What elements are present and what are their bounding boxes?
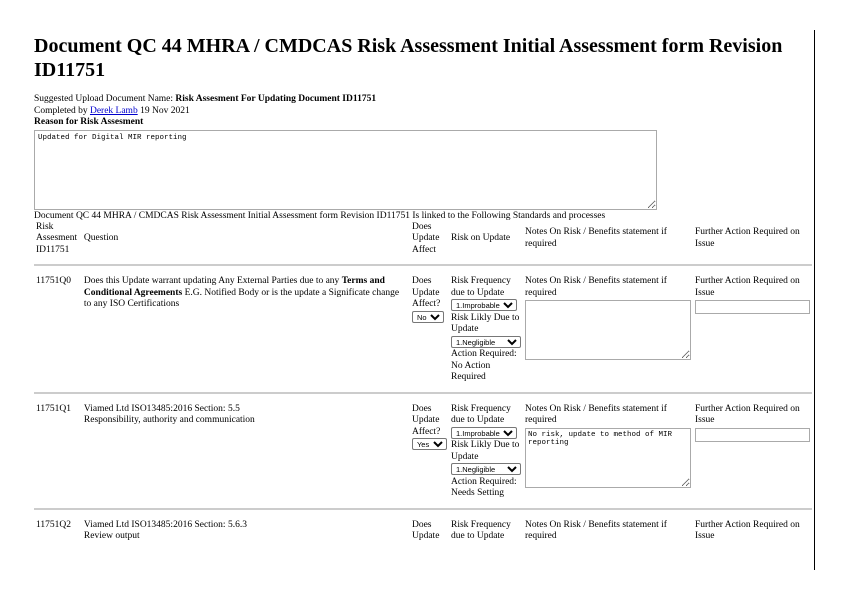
risk-likely-label: Risk Likly Due to Update [450, 312, 520, 334]
risk-frequency-label: Risk Frequency due to Update [450, 276, 511, 298]
risk-frequency-select[interactable] [451, 427, 517, 439]
affect-label: Does Update Affect? [411, 276, 441, 309]
affect-select[interactable] [412, 311, 444, 323]
risk-frequency-label: Risk Frequency due to Update [450, 519, 511, 541]
row-affect-cell [410, 520, 449, 543]
table-row [34, 276, 812, 384]
table-row [34, 520, 812, 543]
question-subtext: Review output [83, 531, 140, 541]
table-row [34, 404, 812, 500]
assessment-form [34, 34, 812, 543]
header-risk: Risk on Update [450, 233, 511, 243]
notes-textarea[interactable] [525, 428, 691, 488]
question-text: Viamed Ltd ISO13485:2016 Section: 5.5 [83, 403, 240, 414]
upload-name-line [34, 94, 812, 106]
header-id: Risk Assesment ID11751 [36, 221, 78, 255]
affect-label: Does Update [411, 519, 440, 541]
further-label: Further Action Required on Issue [694, 403, 800, 425]
row-risk-cell [449, 404, 523, 500]
row-affect-cell [410, 404, 449, 500]
row-id: 11751Q0 [36, 276, 72, 286]
row-further-cell [693, 520, 812, 543]
further-action-input[interactable] [695, 300, 810, 314]
row-separator [34, 384, 812, 404]
row-notes-cell [523, 404, 693, 500]
table-header-row [34, 222, 812, 257]
row-notes-cell [523, 276, 693, 384]
action-value: Needs Setting [450, 488, 505, 498]
header-affect: Does Update Affect [411, 221, 440, 255]
affect-label: Does Update Affect? [411, 403, 441, 437]
row-id: 11751Q2 [36, 519, 72, 530]
row-affect-cell [410, 276, 449, 384]
question-text-rest: E.G. Notified Body or is the update a Significate change to any ISO Certifications [83, 287, 400, 309]
row-id: 11751Q1 [36, 403, 72, 414]
reason-label: Reason for Risk Assesment [34, 117, 144, 127]
row-question [82, 520, 410, 543]
question-text: Viamed Ltd ISO13485:2016 Section: 5.6.3 [83, 519, 247, 530]
affect-select[interactable] [412, 438, 447, 450]
header-question: Question [83, 233, 119, 243]
risk-likely-select[interactable] [451, 336, 521, 348]
header-further: Further Action Required on Issue [694, 227, 800, 249]
row-further-cell [693, 276, 812, 384]
row-risk-cell [449, 276, 523, 384]
notes-label: Notes On Risk / Benefits statement if required [524, 276, 667, 298]
row-question [82, 404, 410, 500]
row-notes-cell [523, 520, 693, 543]
upload-name-value: Risk Assesment For Updating Document ID11751 [175, 94, 377, 104]
row-risk-cell [449, 520, 523, 543]
further-label: Further Action Required on Issue [694, 276, 800, 298]
question-text: Does this Update warrant updating Any External Parties due to any [83, 276, 340, 286]
further-label: Further Action Required on Issue [694, 519, 800, 541]
row-separator [34, 500, 812, 520]
action-label: Action Required: [450, 476, 517, 487]
notes-label: Notes On Risk / Benefits statement if required [524, 403, 667, 425]
completed-by-user-link[interactable]: Derek Lamb [89, 105, 138, 116]
risk-table [34, 222, 812, 543]
page-edge-line [814, 30, 815, 570]
risk-frequency-label: Risk Frequency due to Update [450, 403, 511, 425]
row-further-cell [693, 404, 812, 500]
row-question [82, 276, 410, 384]
action-value: No Action Required [450, 360, 491, 382]
header-notes: Notes On Risk / Benefits statement if required [524, 227, 667, 249]
reason-textarea[interactable] [34, 130, 657, 210]
action-label: Action Required: [450, 349, 517, 359]
completed-date: 19 Nov 2021 [140, 105, 190, 116]
question-subtext: Responsibility, authority and communication [83, 415, 255, 425]
linked-standards-text: Document QC 44 MHRA / CMDCAS Risk Assessment Initial Assessment form Revision ID11751 Is linked to the Following Standards and processes [34, 210, 606, 221]
upload-name-label: Suggested Upload Document Name: [34, 94, 174, 104]
notes-label: Notes On Risk / Benefits statement if required [524, 519, 667, 541]
risk-frequency-select[interactable] [451, 299, 517, 311]
further-action-input[interactable] [695, 428, 810, 442]
notes-textarea[interactable] [525, 300, 691, 360]
page-title: Document QC 44 MHRA / CMDCAS Risk Assessment Initial Assessment form Revision ID11751 [34, 35, 783, 81]
risk-likely-select[interactable] [451, 463, 521, 475]
row-separator [34, 256, 812, 276]
completed-by-line [34, 106, 812, 118]
risk-likely-label: Risk Likly Due to Update [450, 440, 520, 462]
question-bold-text: Terms and Conditional Agreements [83, 276, 385, 298]
completed-by-label: Completed by [34, 105, 88, 116]
